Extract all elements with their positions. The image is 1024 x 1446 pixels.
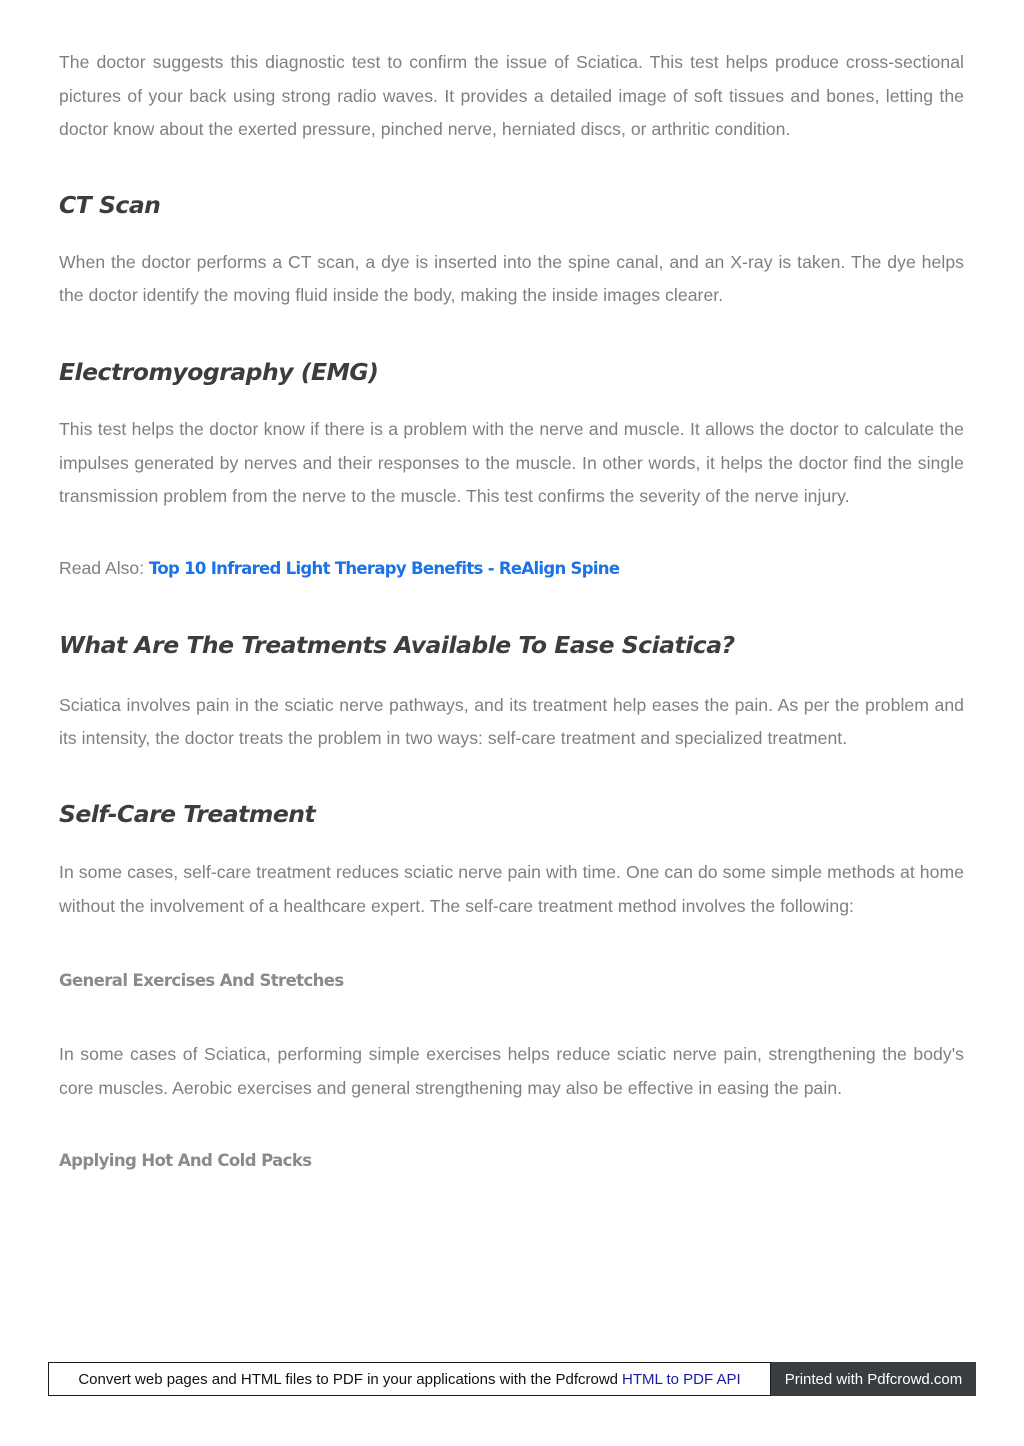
read-also-link[interactable]: Top 10 Infrared Light Therapy Benefits - ReAlign Spine (148, 558, 620, 578)
read-also-label: Read Also: (59, 557, 149, 578)
emg-paragraph: This test helps the doctor know if there is a problem with the nerve and muscle. It allows the doctor to calculate the impulses generated by nerves and their responses to the muscle. In other words, it helps the doctor find the single transmission problem from the nerve to the muscle. This test confirms the severity of the nerve injury. (59, 418, 964, 507)
ct-scan-paragraph: When the doctor performs a CT scan, a dye is inserted into the spine canal, and an X-ray is taken. The dye helps the doctor identify the moving fluid inside the body, making the inside images clearer. (59, 251, 964, 306)
self-care-paragraph: In some cases, self-care treatment reduces sciatic nerve pain with time. One can do some simple methods at home without the involvement of a healthcare expert. The self-care treatment method involves the following: (59, 861, 964, 916)
hot-cold-packs-subheading: Applying Hot And Cold Packs (59, 1151, 312, 1171)
footer-printed-badge[interactable] (771, 1362, 976, 1396)
mri-paragraph: The doctor suggests this diagnostic test to confirm the issue of Sciatica. This test helps produce cross-sectional pictures of your back using strong radio waves. It provides a detailed image of soft tissues and bones, letting the doctor know about the exerted pressure, pinched nerve, herniated discs, or arthritic condition. (59, 52, 964, 140)
self-care-heading: Self-Care Treatment (59, 799, 316, 828)
footer-convert-box (48, 1362, 771, 1396)
article-content (59, 46, 964, 1174)
read-also (59, 553, 964, 584)
footer-api-link[interactable]: HTML to PDF API (622, 1370, 741, 1388)
pdfcrowd-footer (48, 1362, 976, 1396)
exercises-subheading: General Exercises And Stretches (59, 971, 344, 991)
ct-scan-heading: CT Scan (59, 190, 161, 219)
treatments-heading: What Are The Treatments Available To Ease Sciatica? (59, 630, 735, 659)
exercises-paragraph: In some cases of Sciatica, performing simple exercises helps reduce sciatic nerve pain, strengthening the body's core muscles. Aerobic exercises and general strengthening may also be effective in easing the pain. (59, 1044, 964, 1098)
footer-printed-text: Printed with Pdfcrowd.com (784, 1370, 963, 1388)
emg-heading: Electromyography (EMG) (59, 357, 379, 386)
footer-convert-text: Convert web pages and HTML files to PDF in your applications with the Pdfcrowd (78, 1370, 619, 1388)
treatments-paragraph: Sciatica involves pain in the sciatic nerve pathways, and its treatment help eases the pain. As per the problem and its intensity, the doctor treats the problem in two ways: self-care treatment and specialized treatment. (59, 694, 964, 749)
